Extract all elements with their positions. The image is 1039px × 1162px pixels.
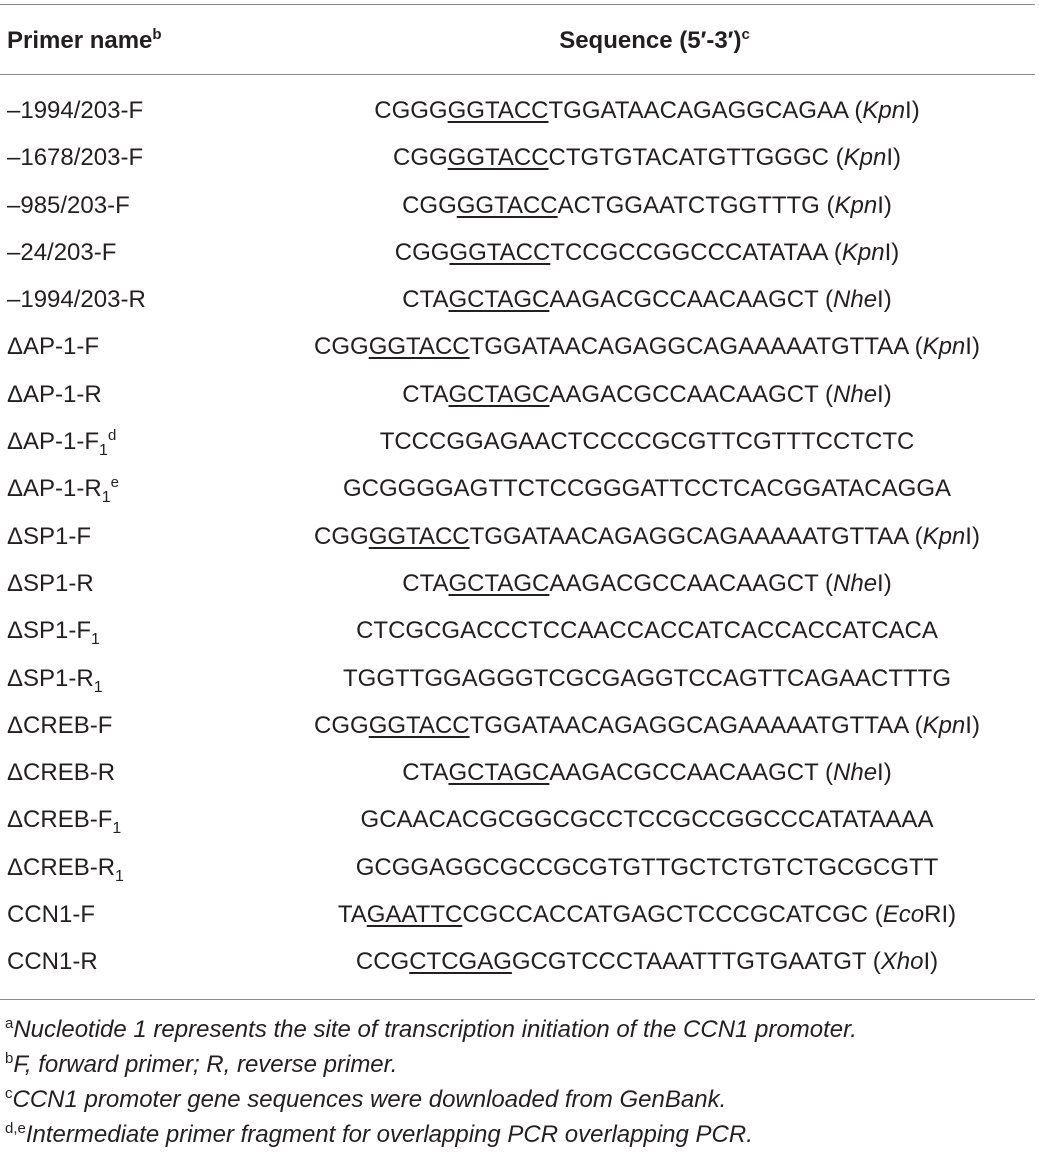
table-body [0, 91, 1039, 990]
restriction-site: GGTACC [449, 238, 551, 266]
sequence-cell: CGGGGTACCTCCGCCGGCCCATATAA (KpnI) [394, 238, 900, 266]
restriction-site: GGTACC [456, 191, 558, 219]
primer-name-text: –1678/203-F [7, 144, 144, 172]
enzyme-name: Eco [882, 901, 925, 929]
top-rule [0, 4, 1035, 5]
enzyme-name: Kpn [834, 191, 878, 219]
table-row [0, 848, 1039, 895]
enzyme-name: Kpn [841, 238, 885, 266]
table-row [0, 233, 1039, 280]
primer-name-cell [7, 428, 116, 459]
sequence-cell: CGGGGTACCTGGATAACAGAGGCAGAAAAATGTTAA (KpnI) [314, 522, 980, 550]
sequence-suffix: TCCGCCGGCCCATATAA [550, 238, 828, 266]
restriction-site: CTCGAG [409, 948, 512, 976]
table-row [0, 422, 1039, 469]
footnotes [5, 1012, 1035, 1152]
sequence-cell [255, 475, 1039, 503]
sequence-cell [255, 854, 1039, 882]
table-row [0, 138, 1039, 185]
restriction-site: GGTACC [368, 522, 470, 550]
footnote-text: Nucleotide 1 represents the site of transcription initiation of the CCN1 promoter. [13, 1016, 857, 1043]
primer-name-subscript: 1 [112, 820, 122, 838]
sequence-prefix: TA [337, 901, 367, 929]
primer-name-cell [7, 712, 112, 740]
enzyme-name: Kpn [843, 144, 887, 172]
primer-name-cell [7, 523, 91, 551]
primer-name-footnote-mark: e [110, 474, 119, 492]
primer-name-subscript: 1 [101, 489, 111, 507]
table-row [0, 280, 1039, 327]
sequence-cell [255, 665, 1039, 693]
footnote [5, 1047, 1035, 1082]
sequence-prefix: GCGGAGGCGCCGCGTGTTGCTCTGTCTGCGCGTT [355, 853, 939, 881]
primer-name-text: ΔSP1-R [7, 569, 94, 597]
sequence-cell [255, 428, 1039, 456]
sequence-prefix: CGGG [374, 97, 448, 124]
header-primer-name-label: Primer name [7, 27, 153, 54]
enzyme-name: Nhe [833, 759, 878, 787]
primer-name-subscript: 1 [93, 678, 103, 696]
sequence-prefix: CTCGCGACCCTCCAACCACCATCACCACCATCACA [356, 617, 938, 645]
sequence-suffix: AAGACGCCAACAAGCT [549, 286, 819, 314]
table-row [0, 327, 1039, 374]
sequence-cell [255, 617, 1039, 645]
restriction-site: GGTACC [447, 144, 549, 172]
sequence-suffix: AAGACGCCAACAAGCT [549, 569, 819, 597]
footnote-text: CCN1 promoter gene sequences were downloaded from GenBank. [12, 1086, 727, 1113]
table-row [0, 659, 1039, 706]
restriction-site: GAATTC [366, 901, 463, 929]
primer-name-text: –24/203-F [7, 238, 117, 266]
header-primer-name-sup: b [152, 26, 162, 43]
enzyme-name: Kpn [922, 522, 966, 550]
primer-name-cell [7, 570, 94, 598]
enzyme-suffix: I [886, 144, 894, 172]
table-row [0, 375, 1039, 422]
primer-name-cell [7, 806, 121, 837]
primer-name-cell [7, 665, 103, 696]
primer-name-cell [7, 192, 130, 220]
sequence-cell: TAGAATTCCGCCACCATGAGCTCCCGCATCGC (EcoRI) [337, 901, 957, 929]
enzyme-suffix: I [877, 569, 884, 597]
primer-name-text: CCN1-R [7, 948, 98, 976]
enzyme-name: Kpn [862, 97, 906, 124]
sequence-prefix: CGG [402, 191, 457, 219]
sequence-suffix: CTGTGTACATGTTGGGC [548, 144, 829, 172]
footnote-mark: b [5, 1050, 14, 1067]
sequence-cell [255, 806, 1039, 834]
sequence-prefix: CGG [314, 522, 369, 550]
table-row [0, 517, 1039, 564]
enzyme-suffix: I [923, 948, 931, 976]
sequence-cell: CTAGCTAGCAAGACGCCAACAAGCT (NheI) [402, 286, 892, 314]
sequence-prefix: CCG [355, 948, 410, 976]
sequence-prefix: CGG [394, 238, 450, 266]
sequence-suffix: TGGATAACAGAGGCAGAAAAATGTTAA [469, 522, 908, 550]
sequence-cell: CCGCTCGAGGCGTCCCTAAATTTGTGAATGT (XhoI) [355, 948, 939, 976]
table-row [0, 753, 1039, 800]
sequence-cell: CGGGGTACCTGGATAACAGAGGCAGAAAAATGTTAA (KpnI) [314, 333, 980, 361]
sequence-suffix: TGGATAACAGAGGCAGAAAAATGTTAA [469, 333, 908, 361]
enzyme-suffix: I [965, 333, 972, 361]
enzyme-suffix: I [877, 380, 884, 408]
enzyme-name: Nhe [833, 380, 878, 408]
sequence-prefix: CTA [402, 380, 449, 408]
primer-name-subscript: 1 [115, 867, 124, 885]
sequence-suffix: ACTGGAATCTGGTTTG [557, 191, 820, 219]
table-row [0, 942, 1039, 989]
footnote [5, 1117, 1035, 1152]
enzyme-name: Kpn [922, 711, 966, 739]
sequence-cell: CTAGCTAGCAAGACGCCAACAAGCT (NheI) [402, 569, 892, 597]
enzyme-suffix: I [877, 286, 884, 314]
primer-name-text: ΔCREB-R [7, 759, 116, 787]
primer-name-text: –985/203-F [7, 191, 130, 219]
primer-name-text: ΔAP-1-R [7, 475, 102, 503]
sequence-cell: CGGGGTACCTGGATAACAGAGGCAGAAAAATGTTAA (KpnI) [314, 711, 980, 739]
primer-name-cell [7, 901, 95, 929]
footnote-text: F, forward primer; R, reverse primer. [13, 1051, 398, 1078]
primer-name-cell [7, 948, 98, 976]
primer-name-text: ΔCREB-R [7, 853, 116, 881]
primer-name-cell [7, 617, 100, 648]
table-row [0, 91, 1039, 138]
header-sequence [0, 27, 1039, 55]
primer-name-text: ΔAP-1-F [7, 333, 100, 361]
sequence-cell: CGGGGGTACCTGGATAACAGAGGCAGAA (KpnI) [374, 97, 920, 124]
sequence-prefix: TGGTTGGAGGGTCGCGAGGTCCAGTTCAGAACTTTG [343, 664, 951, 692]
table-row [0, 611, 1039, 658]
primer-name-text: –1994/203-F [7, 97, 144, 124]
primer-name-subscript: 1 [91, 631, 100, 649]
sequence-cell: CGGGGTACCACTGGAATCTGGTTTG (KpnI) [402, 191, 892, 219]
sequence-suffix: CGCCACCATGAGCTCCCGCATCGC [462, 901, 869, 929]
sequence-prefix: CGG [392, 144, 448, 172]
enzyme-suffix: I [965, 522, 972, 550]
primer-name-cell [7, 286, 146, 314]
sequence-suffix: TGGATAACAGAGGCAGAA [548, 97, 848, 124]
footnote-mark: c [5, 1085, 13, 1102]
sequence-prefix: TCCCGGAGAACTCCCCGCGTTCGTTTCCTCTC [379, 428, 915, 456]
restriction-site: GCTAGC [448, 759, 550, 787]
primer-name-text: ΔCREB-F [7, 711, 113, 739]
header-sequence-sup: c [741, 26, 750, 43]
sequence-prefix: CGG [314, 333, 369, 361]
enzyme-name: Nhe [833, 569, 878, 597]
enzyme-suffix: I [965, 711, 972, 739]
table-row [0, 469, 1039, 516]
restriction-site: GGTACC [368, 711, 470, 739]
primer-name-cell [7, 854, 124, 885]
header-sequence-label: Sequence (5′-3′) [559, 27, 742, 54]
sequence-prefix: CTA [402, 569, 449, 597]
restriction-site: GCTAGC [448, 569, 550, 597]
primer-name-cell [7, 759, 115, 787]
sequence-prefix: CTA [402, 759, 449, 787]
sequence-suffix: AAGACGCCAACAAGCT [549, 380, 819, 408]
primer-name-cell [7, 144, 143, 172]
table-row [0, 800, 1039, 847]
sequence-suffix: GCGTCCCTAAATTTGTGAATGT [511, 948, 867, 976]
primer-name-subscript: 1 [99, 442, 108, 460]
sequence-prefix: CTA [402, 286, 449, 314]
footnote [5, 1082, 1035, 1117]
primer-name-text: ΔAP-1-F [7, 428, 100, 456]
sequence-prefix: GCGGGGAGTTCTCCGGGATTCCTCACGGATACAGGA [342, 475, 951, 503]
primer-name-cell [7, 381, 102, 409]
enzyme-suffix: RI [924, 901, 949, 929]
primer-name-cell [7, 97, 143, 125]
sequence-prefix: CGG [314, 711, 369, 739]
primer-name-text: ΔAP-1-R [7, 380, 102, 408]
primer-name-footnote-mark: d [107, 427, 117, 445]
primer-name-text: ΔSP1-R [7, 664, 94, 692]
restriction-site: GGTACC [368, 333, 470, 361]
restriction-site: GGTACC [447, 97, 549, 124]
footnote [5, 1012, 1035, 1047]
table-row [0, 564, 1039, 611]
restriction-site: GCTAGC [448, 380, 550, 408]
table-row [0, 895, 1039, 942]
primer-name-text: –1994/203-R [7, 286, 146, 314]
sequence-cell: CTAGCTAGCAAGACGCCAACAAGCT (NheI) [402, 759, 892, 787]
sequence-suffix: TGGATAACAGAGGCAGAAAAATGTTAA [469, 711, 908, 739]
enzyme-name: Nhe [833, 286, 878, 314]
footnote-text: Intermediate primer fragment for overlapping PCR overlapping PCR. [25, 1121, 753, 1148]
table-row [0, 186, 1039, 233]
enzyme-name: Xho [880, 948, 924, 976]
primer-name-cell [7, 475, 119, 506]
enzyme-suffix: I [877, 191, 884, 219]
restriction-site: GCTAGC [448, 286, 550, 314]
primer-name-cell [7, 333, 99, 361]
enzyme-name: Kpn [922, 333, 966, 361]
primer-name-cell [7, 239, 116, 267]
enzyme-suffix: I [884, 238, 892, 266]
enzyme-suffix: I [877, 759, 884, 787]
primer-name-text: CCN1-F [7, 901, 95, 929]
sequence-suffix: AAGACGCCAACAAGCT [549, 759, 819, 787]
primer-name-text: ΔCREB-F [7, 806, 113, 834]
sequence-cell: CGGGGTACCCTGTGTACATGTTGGGC (KpnI) [392, 144, 902, 172]
footnote-mark: a [5, 1015, 14, 1032]
table-row [0, 706, 1039, 753]
header-rule [0, 74, 1035, 75]
bottom-rule [0, 999, 1035, 1000]
primer-name-text: ΔSP1-F [7, 522, 92, 550]
sequence-cell: CTAGCTAGCAAGACGCCAACAAGCT (NheI) [402, 380, 892, 408]
primer-name-text: ΔSP1-F [7, 617, 92, 645]
sequence-prefix: GCAACACGCGGCGCCTCCGCCGGCCCATATAAAA [360, 806, 934, 834]
footnote-mark: d,e [5, 1120, 26, 1137]
enzyme-suffix: I [905, 97, 912, 124]
